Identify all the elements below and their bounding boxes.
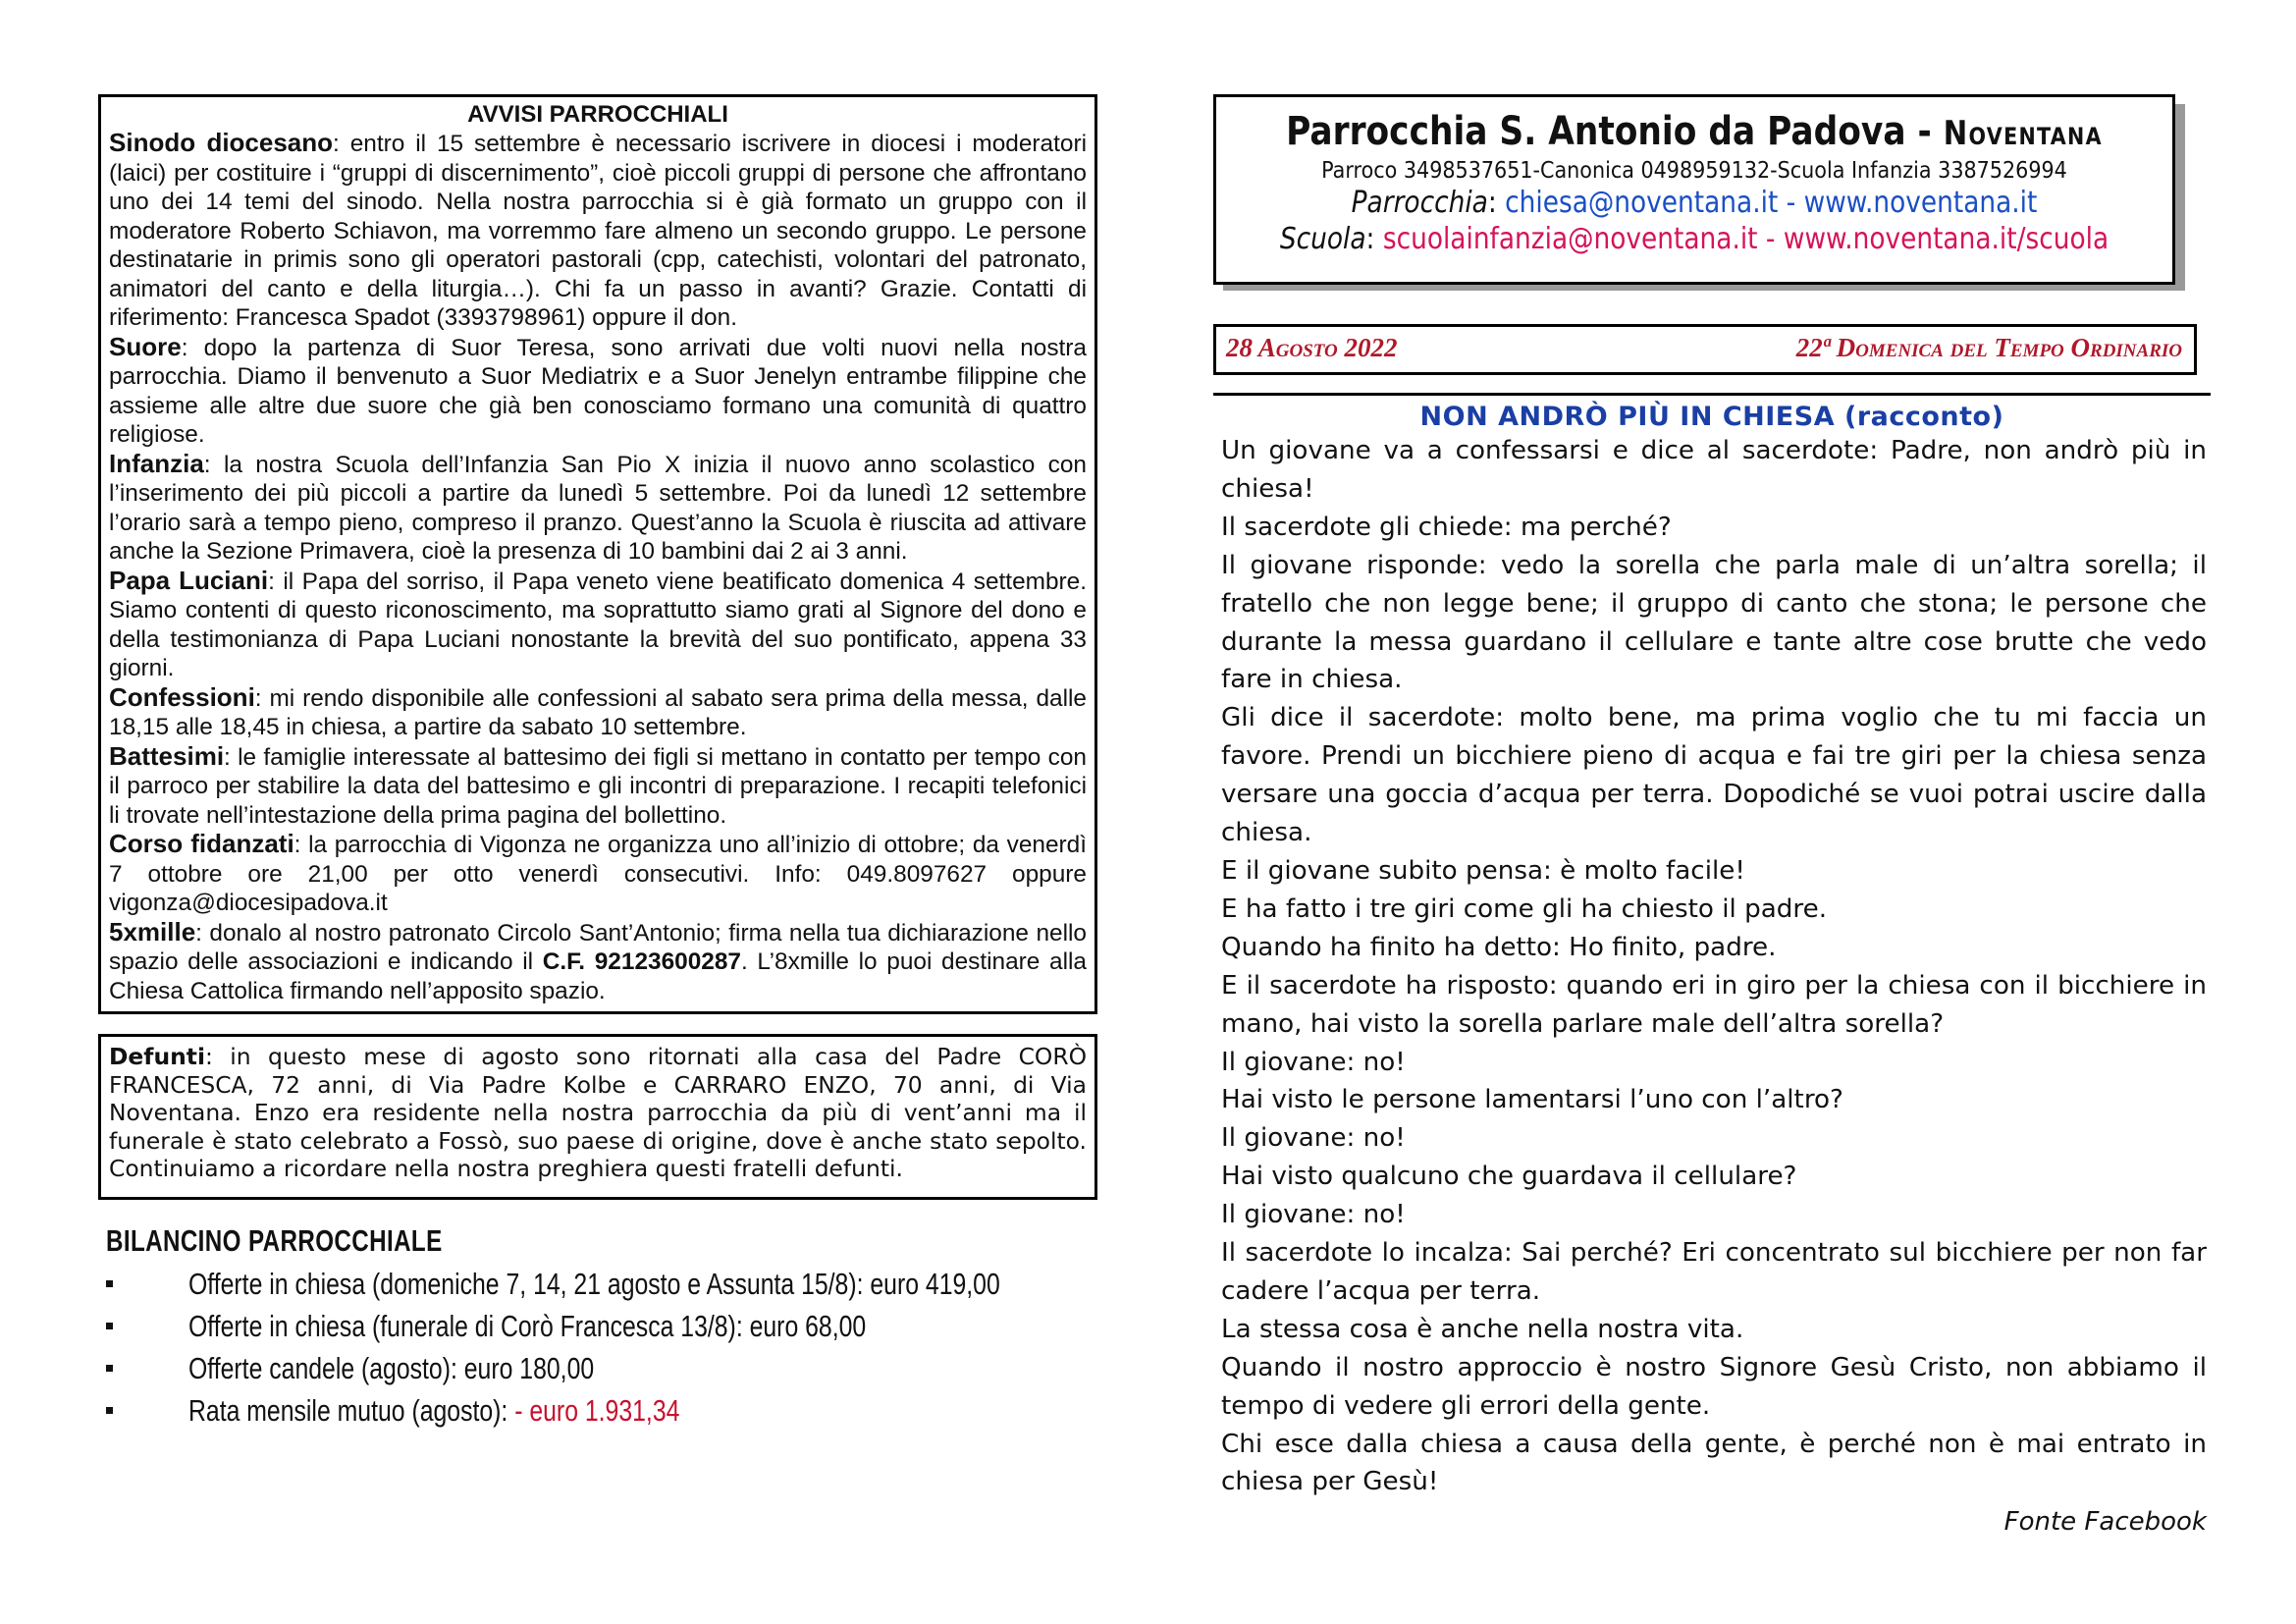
avviso-text: : il Papa del sorriso, il Papa veneto viene beatificato domenica 4 settembre. Siamo contenti di questo riconoscimento, ma soprattutto siamo grati al Signore del dono e della testimonianza di Papa Luciani nonostante la brevità del suo pontificato, appena 33 giorni. xyxy=(109,568,1087,681)
list-item xyxy=(106,1351,1097,1393)
issue-date: 28 Agosto 2022 xyxy=(1226,333,1398,362)
list-item xyxy=(106,1393,1097,1435)
story-title: NON ANDRÒ PIÙ IN CHIESA (racconto) xyxy=(1419,402,2004,432)
story-paragraph: La stessa cosa è anche nella nostra vita. xyxy=(1221,1314,1744,1344)
parish-title xyxy=(1283,109,2106,154)
avviso-battesimi xyxy=(109,742,1087,831)
parrocchia-email-link[interactable]: chiesa@noventana.it xyxy=(1505,186,1779,220)
avviso-label: Suore xyxy=(109,331,182,361)
story-paragraph: Chi esce dalla chiesa a causa della gente, è perché non è mai entrato in chiesa per Gesù! xyxy=(1221,1429,2207,1497)
bilancino-item-text: Offerte candele (agosto): euro 180,00 xyxy=(188,1350,595,1385)
story-paragraph: Il giovane risponde: vedo la sorella che parla male di un’altra sorella; il fratello che non legge bene; il gruppo di canto che stona; le persone che durante la messa guardano il cellulare e tante altre cose brutte che vedo fare in chiesa. xyxy=(1221,550,2207,695)
bilancino-item-text: Offerte in chiesa (funerale di Corò Francesca 13/8): euro 68,00 xyxy=(188,1308,867,1343)
avviso-text: : donalo al nostro patronato Circolo Sant’Antonio; firma nella tua dichiarazione nello spazio delle associazioni e indicando il xyxy=(109,919,1087,975)
title-dash: - xyxy=(1905,109,1944,154)
story-paragraph: Il sacerdote gli chiede: ma perché? xyxy=(1221,512,1672,542)
list-item xyxy=(106,1309,1097,1351)
parrocchia-label: Parrocchia xyxy=(1351,186,1488,220)
avviso-text: : dopo la partenza di Suor Teresa, sono arrivati due volti nuovi nella nostra parrocchia. Diamo il benvenuto a Suor Mediatrix e a Suor Jenelyn entrambe filippine che assieme alle altre due suore che già ben conosciamo formano una comunità di quattro religiose. xyxy=(109,334,1087,448)
avviso-label: Infanzia xyxy=(109,448,204,478)
avviso-label: 5xmille xyxy=(109,916,196,947)
colon: : xyxy=(1365,222,1383,256)
scuola-web-link[interactable]: www.noventana.it/scuola xyxy=(1783,222,2109,256)
masthead-box xyxy=(1213,94,2175,285)
avviso-sinodo xyxy=(109,129,1087,333)
parish-name: Parrocchia S. Antonio da Padova xyxy=(1286,109,1906,154)
story-paragraph: Gli dice il sacerdote: molto bene, ma prima voglio che tu mi faccia un favore. Prendi un bicchiere pieno di acqua e fai tre giri per la chiesa senza versare una goccia d’acqua per terra. Dopodiché se vuoi potrai uscire dalla chiesa. xyxy=(1221,703,2207,848)
story-paragraph: Hai visto le persone lamentarsi l’uno con l’altro? xyxy=(1221,1085,1843,1115)
bullet-icon xyxy=(106,1323,113,1329)
scuola-email-link[interactable]: scuolainfanzia@noventana.it xyxy=(1382,222,1758,256)
avviso-infanzia xyxy=(109,450,1087,567)
story-paragraph: E il sacerdote ha risposto: quando eri in giro per la chiesa con il bicchiere in mano, hai visto la sorella parlare male dell’altra sorella? xyxy=(1221,970,2207,1039)
story-paragraph: Il giovane: no! xyxy=(1221,1123,1406,1154)
masthead xyxy=(1213,94,2185,285)
codice-fiscale: C.F. 92123600287 xyxy=(542,948,741,975)
parrocchia-web-link[interactable]: www.noventana.it xyxy=(1803,186,2038,220)
defunti-text: : in questo mese di agosto sono ritornati alla casa del Padre CORÒ FRANCESCA, 72 anni, di Via Padre Kolbe e CARRARO ENZO, 70 anni, di Via Noventana. Enzo era residente nella nostra parrocchia da più di vent’anni ma il funerale è stato celebrato a Fossò, suo paese di origine, dove è anche stato sepolto. Continuiamo a ricordare nella nostra preghiera questi fratelli defunti. xyxy=(109,1043,1087,1182)
list-item xyxy=(106,1267,1097,1309)
parish-place: Noventana xyxy=(1943,114,2103,153)
defunti-label: Defunti xyxy=(109,1043,205,1070)
avviso-label: Papa Luciani xyxy=(109,565,269,595)
story-paragraph: Il sacerdote lo incalza: Sai perché? Eri concentrato sul bicchiere per non far cadere l’acqua per terra. xyxy=(1221,1238,2207,1306)
story-source: Fonte Facebook xyxy=(2003,1507,2207,1538)
bilancino-item-text: Rata mensile mutuo (agosto): xyxy=(188,1392,515,1428)
scuola-contacts xyxy=(1273,222,2114,256)
avviso-confessioni xyxy=(109,683,1087,742)
avviso-corso-fidanzati xyxy=(109,830,1087,918)
colon: : xyxy=(1487,186,1506,220)
divider xyxy=(1213,393,2211,396)
avviso-label: Confessioni xyxy=(109,681,255,712)
bilancino-section xyxy=(98,1223,1097,1435)
left-column xyxy=(98,94,1097,1435)
story-body xyxy=(1221,432,2207,1501)
right-column xyxy=(1213,94,2211,1537)
avviso-text: : la parrocchia di Vigonza ne organizza uno all’inizio di ottobre; da venerdì 7 ottobre ore 21,00 per otto venerdì consecutivi. Info: 049.8097627 oppure vigonza@diocesipadova.it xyxy=(109,832,1087,916)
avviso-text: : la nostra Scuola dell’Infanzia San Pio X inizia il nuovo anno scolastico con l’inserimento dei più piccoli a partire da lunedì 5 settembre. Poi da lunedì 12 settembre l’orario sarà a tempo pieno, compreso il pranzo. Quest’anno la Scuola è riuscita ad attivare anche la Sezione Primavera, cioè la presenza di 10 bambini dai 2 ai 3 anni. xyxy=(109,451,1087,565)
liturgical-sunday: 22ª Domenica del Tempo Ordinario xyxy=(1795,333,2182,362)
parrocchia-contacts xyxy=(1273,186,2114,220)
avvisi-box xyxy=(98,94,1097,1014)
avviso-suore xyxy=(109,333,1087,450)
bilancino-list xyxy=(106,1267,1097,1435)
bullet-icon xyxy=(106,1280,113,1287)
avvisi-title: AVVISI PARROCCHIALI xyxy=(467,101,728,128)
dateline-box xyxy=(1213,324,2197,375)
story-paragraph: Hai visto qualcuno che guardava il cellulare? xyxy=(1221,1162,1797,1192)
separator: - xyxy=(1778,186,1804,220)
bullet-icon xyxy=(106,1365,113,1372)
avviso-papa-luciani xyxy=(109,567,1087,683)
story-paragraph: Il giovane: no! xyxy=(1221,1200,1406,1230)
avviso-5xmille xyxy=(109,918,1087,1006)
story-paragraph: E il giovane subito pensa: è molto facile! xyxy=(1221,855,1745,886)
story-paragraph: Quando ha finito ha detto: Ho finito, padre. xyxy=(1221,932,1777,962)
story-paragraph: Il giovane: no! xyxy=(1221,1047,1406,1077)
avviso-label: Battesimi xyxy=(109,740,225,771)
phone-numbers: Parroco 3498537651-Canonica 0498959132-Scuola Infanzia 3387526994 xyxy=(1321,158,2067,184)
defunti-box xyxy=(98,1034,1097,1200)
avviso-label: Corso fidanzati xyxy=(109,829,294,858)
story-paragraph: Quando il nostro approccio è nostro Signore Gesù Cristo, non abbiamo il tempo di vedere gli errori della gente. xyxy=(1221,1352,2207,1421)
avviso-label: Sinodo diocesano xyxy=(109,128,334,157)
avviso-text-after: . L’8xmille lo puoi destinare alla Chiesa Cattolica firmando nell’apposito spazio. xyxy=(109,948,1088,1004)
bilancino-item-negative: - euro 1.931,34 xyxy=(514,1392,680,1428)
avviso-text: : mi rendo disponibile alle confessioni al sabato sera prima della messa, dalle 18,15 alle 18,45 in chiesa, a partire da sabato 10 settembre. xyxy=(109,684,1087,740)
bullet-icon xyxy=(106,1407,113,1414)
story-paragraph: E ha fatto i tre giri come gli ha chiesto il padre. xyxy=(1221,893,1828,924)
avviso-text: : entro il 15 settembre è necessario iscrivere in diocesi i moderatori (laici) per costituire i “gruppi di discernimento”, cioè piccoli gruppi di persone che affrontano uno dei 14 temi del sinodo. Nella nostra parrocchia si è già formato un gruppo con il moderatore Roberto Schiavon, ma vorremmo fare almeno un secondo gruppo. Le persone destinatarie in primis sono gli operatori pastorali (cpp, catechisti, volontari del patronato, animatori del canto e della liturgia…). Chi fa un passo in avanti? Grazie. Contatti di riferimento: Francesca Spadot (3393798961) oppure il don. xyxy=(109,131,1087,331)
story-paragraph: Un giovane va a confessarsi e dice al sacerdote: Padre, non andrò più in chiesa! xyxy=(1221,436,2207,504)
separator: - xyxy=(1757,222,1784,256)
avviso-text: : le famiglie interessate al battesimo dei figli si mettano in contatto per tempo con il parroco per stabilire la data del battesimo e gli incontri di preparazione. I recapiti telefonici li trovate nell’intestazione della prima pagina del bollettino. xyxy=(109,743,1087,829)
bilancino-title: BILANCINO PARROCCHIALE xyxy=(106,1222,443,1258)
scuola-label: Scuola xyxy=(1279,222,1366,256)
bilancino-item-text: Offerte in chiesa (domeniche 7, 14, 21 agosto e Assunta 15/8): euro 419,00 xyxy=(188,1266,1000,1301)
